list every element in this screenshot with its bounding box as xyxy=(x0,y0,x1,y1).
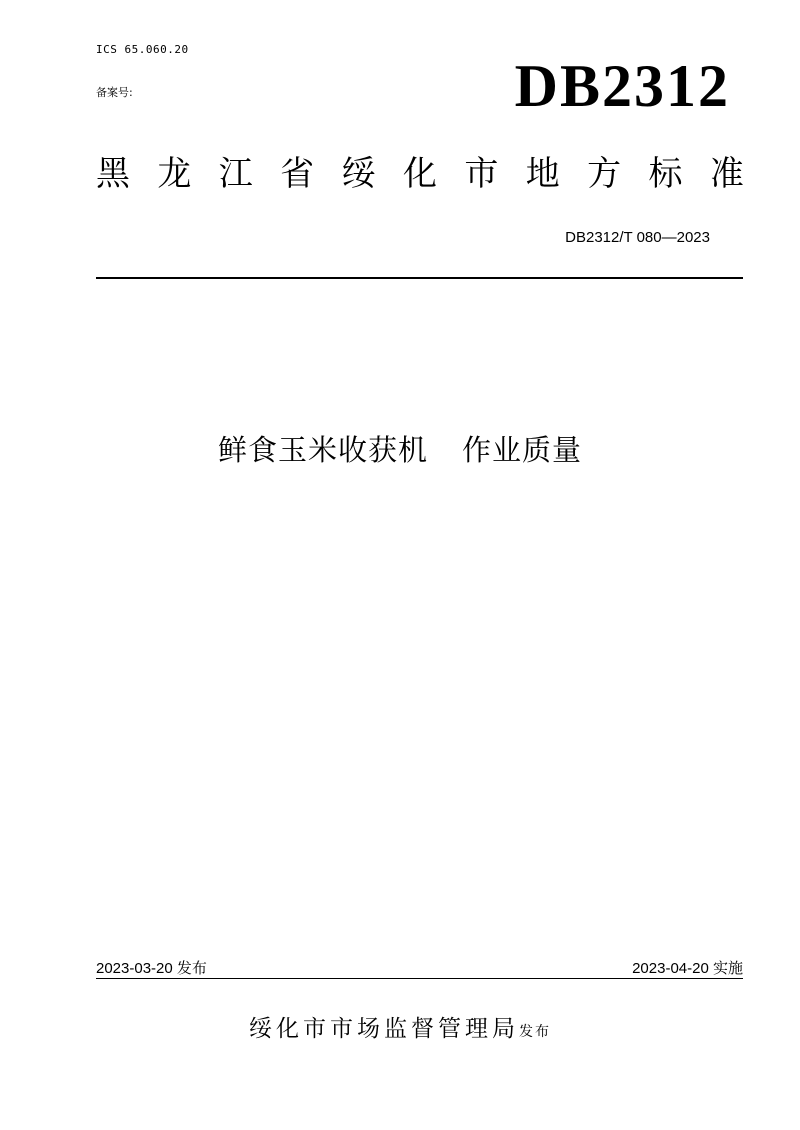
document-title-sub: 作业质量 xyxy=(462,433,583,467)
standard-type-char: 化 xyxy=(402,154,437,194)
footer-divider xyxy=(96,978,743,979)
issuing-authority-name: 绥化市市场监督管理局 xyxy=(249,1016,519,1042)
header-divider xyxy=(96,277,743,279)
issue-date: 2023-03-20 发布 xyxy=(96,960,207,977)
document-title-main: 鲜食玉米收获机 xyxy=(217,433,428,467)
standard-type-char: 标 xyxy=(648,154,683,194)
standard-type-char: 龙 xyxy=(157,154,192,194)
standard-type-char: 江 xyxy=(218,154,253,194)
standard-code: DB2312 xyxy=(514,53,730,119)
standard-type-char: 准 xyxy=(709,154,744,194)
issuing-authority xyxy=(0,1010,800,1043)
implementation-date: 2023-04-20 实施 xyxy=(632,960,743,977)
document-number: DB2312/T 080—2023 xyxy=(565,229,710,246)
ics-code: ICS 65.060.20 xyxy=(96,43,189,56)
standard-type-char: 绥 xyxy=(341,154,376,194)
standard-type-char: 地 xyxy=(525,154,560,194)
standard-type-heading xyxy=(96,154,744,194)
filing-number-label: 备案号: xyxy=(96,86,133,99)
standard-type-char: 方 xyxy=(587,154,622,194)
standard-type-char: 省 xyxy=(280,154,315,194)
standard-type-char: 黑 xyxy=(96,154,130,194)
standard-type-char: 市 xyxy=(464,154,499,194)
issuing-authority-suffix: 发布 xyxy=(519,1024,551,1040)
document-title xyxy=(0,428,800,469)
